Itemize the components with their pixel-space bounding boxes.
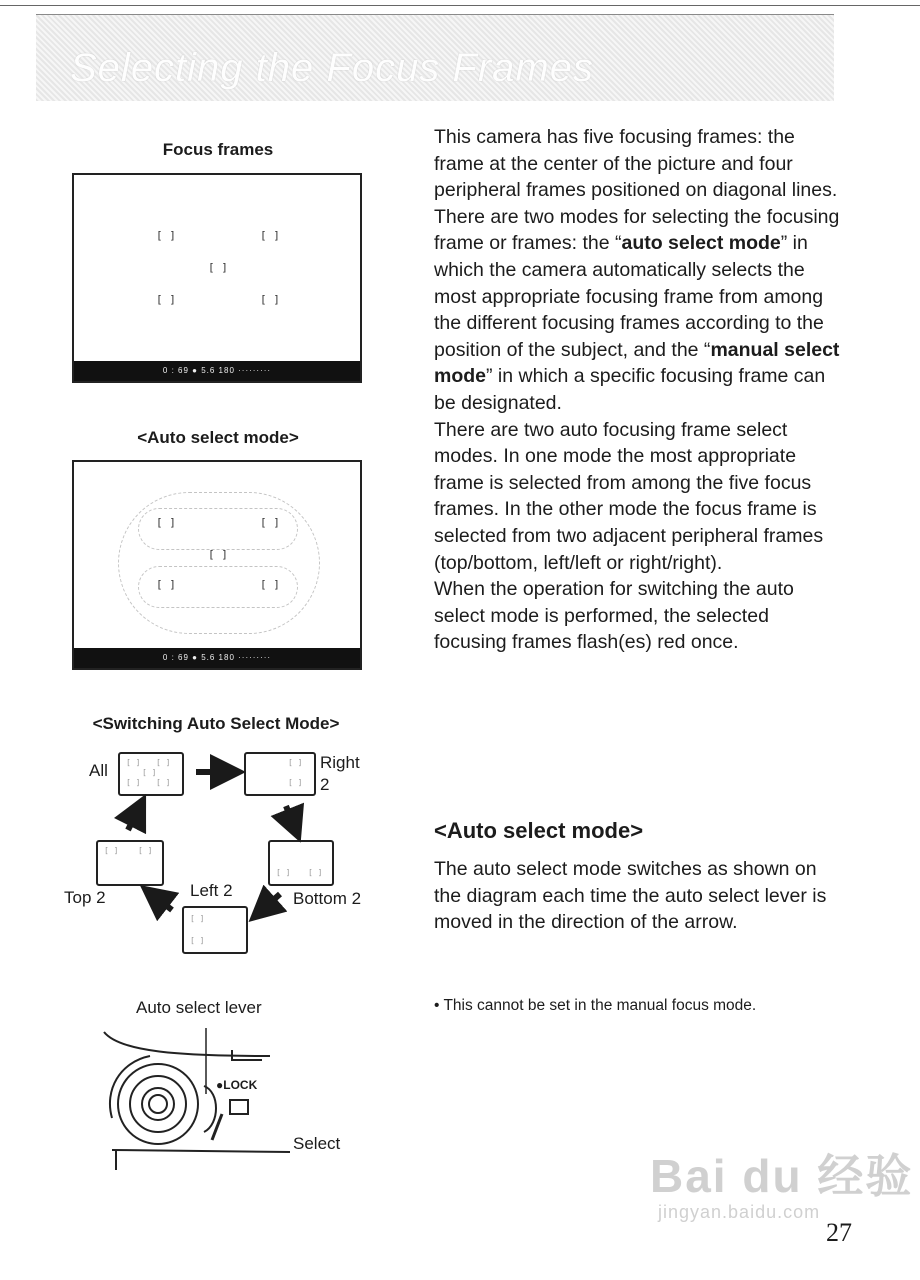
- arrow-left2-to-top2: [154, 896, 172, 910]
- page-number: 27: [826, 1218, 852, 1247]
- af-frame-bottom-left: [ ]: [156, 578, 176, 591]
- arrow-right2-to-bottom2: [286, 806, 294, 826]
- arrow-bottom2-to-left2: [262, 894, 280, 910]
- af-frame-top-left: [ ]: [156, 229, 176, 242]
- mode-label-left2: Left 2: [190, 881, 233, 900]
- watermark-main: Bai du 经验: [650, 1150, 914, 1202]
- caption-auto-select-mode: <Auto select mode>: [137, 428, 299, 447]
- page-title: Selecting the Focus Frames: [70, 46, 594, 90]
- mode-label-all: All: [89, 761, 108, 780]
- mode-label-right2: Right: [320, 753, 360, 772]
- auto-select-lever-label: Auto select lever: [136, 998, 262, 1017]
- af-frame-bottom-right: [ ]: [260, 578, 280, 591]
- mode-label-right2-num: 2: [320, 775, 330, 794]
- mode-label-bottom2: Bottom 2: [293, 889, 362, 908]
- mode-top2-box: [ ] [ ]: [96, 840, 164, 886]
- paragraph-3: When the operation for switching the auto select mode is performed, the selected focusing frames flash(es) red once.: [434, 578, 794, 654]
- arrow-top2-to-all: [128, 810, 138, 830]
- af-frame-center: [ ]: [208, 548, 228, 561]
- caption-switching-mode: <Switching Auto Select Mode>: [92, 714, 340, 733]
- viewfinder-info-bar: 0 : 69 ● 5.6 180 ·········: [74, 648, 360, 668]
- section-text: The auto select mode switches as shown on the diagram each time the auto select lever is moved in the direction of the arrow.: [434, 858, 827, 934]
- body-text: [434, 124, 844, 656]
- viewfinder-info-bar: 0 : 69 ● 5.6 180 ·········: [74, 361, 360, 381]
- paragraph-1: This camera has five focusing frames: the frame at the center of the picture and four peripheral frames positioned on diagonal lines. There are two modes for selecting the focusing frame or frames: the “auto select mode” in which the camera automatically selects the most appropriate focusing frame from among the different focusing frames according to the position of the subject, and the “manual select mode” in which a specific focusing frame can be designated.: [434, 126, 840, 414]
- af-frame-top-right: [ ]: [260, 516, 280, 529]
- af-frame-top-right: [ ]: [260, 229, 280, 242]
- af-frame-center: [ ]: [208, 261, 228, 274]
- mode-left2-box: [ ] [ ]: [182, 906, 248, 954]
- caption-focus-frames: Focus frames: [162, 140, 274, 159]
- mode-bottom2-box: [ ] [ ]: [268, 840, 334, 886]
- af-frame-bottom-left: [ ]: [156, 293, 176, 306]
- watermark-url: jingyan.baidu.com: [658, 1202, 821, 1222]
- section-title-auto-select: <Auto select mode>: [434, 818, 644, 843]
- select-label: Select: [293, 1134, 341, 1153]
- af-frame-bottom-right: [ ]: [260, 293, 280, 306]
- paragraph-2: There are two auto focusing frame select modes. In one mode the most appropriate frame is selected from among the five focus frames. In the other mode the focus frame is selected from two adjacent peripheral frames (top/bottom, left/left or right/right).: [434, 418, 824, 574]
- lock-label: ●LOCK: [216, 1078, 258, 1092]
- mode-all-box: [ ] [ ] [ ] [ ] [ ]: [118, 752, 184, 796]
- note-manual-focus: • This cannot be set in the manual focus mode.: [434, 997, 757, 1014]
- camera-lever-illustration: [104, 1032, 290, 1170]
- mode-label-top2: Top 2: [64, 888, 106, 907]
- baidu-watermark: [650, 1140, 913, 1223]
- mode-right2-box: [ ] [ ]: [244, 752, 316, 796]
- af-frame-top-left: [ ]: [156, 516, 176, 529]
